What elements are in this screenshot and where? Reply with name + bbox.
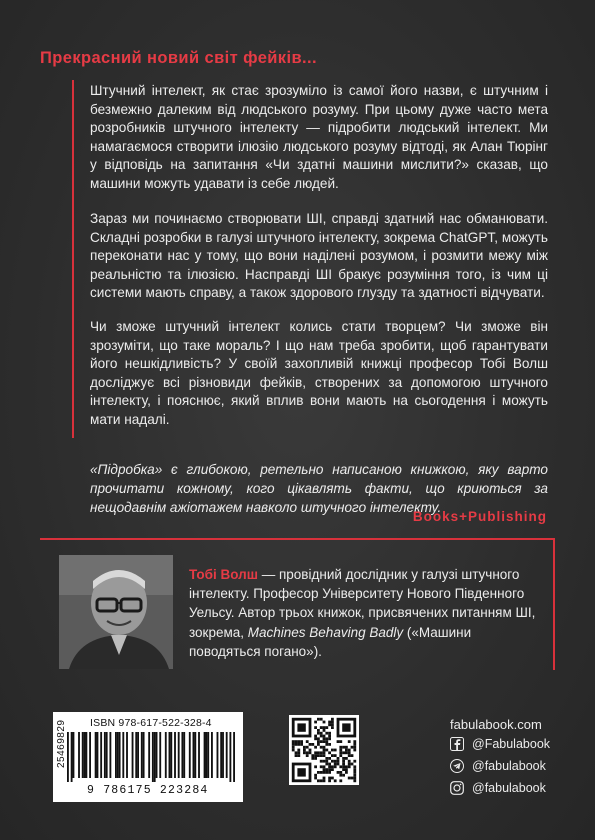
qr-module — [328, 765, 331, 768]
barcode-bar — [95, 732, 97, 778]
qr-module — [323, 768, 326, 771]
barcode-bar — [159, 732, 161, 778]
qr-module — [297, 751, 300, 754]
qr-module — [297, 749, 300, 752]
qr-module — [325, 749, 328, 752]
qr-module — [300, 743, 303, 746]
qr-module — [323, 729, 326, 732]
barcode-bar — [135, 732, 137, 778]
barcode-bar — [104, 732, 106, 778]
accent-line-horizontal — [40, 538, 555, 540]
barcode-bar — [174, 732, 176, 778]
qr-module — [323, 735, 326, 738]
qr-module — [325, 726, 328, 729]
qr-module — [314, 774, 317, 777]
qr-module — [300, 740, 303, 743]
qr-module — [325, 757, 328, 760]
author-bio-text-2: («Машини поводяться погано»). — [189, 624, 472, 659]
barcode-bar — [78, 732, 80, 778]
qr-module — [297, 743, 300, 746]
qr-module — [314, 777, 317, 780]
qr-module — [314, 737, 317, 740]
telegram-handle: @fabulabook — [472, 759, 546, 773]
qr-module — [342, 757, 345, 760]
qr-module — [317, 751, 320, 754]
qr-module — [323, 771, 326, 774]
barcode-bar — [152, 732, 154, 782]
qr-module — [337, 740, 340, 743]
qr-module — [323, 726, 326, 729]
qr-module — [353, 740, 356, 743]
instagram-link — [450, 781, 546, 795]
qr-module — [334, 749, 337, 752]
qr-module — [314, 757, 317, 760]
qr-module — [317, 732, 320, 735]
qr-module — [306, 746, 309, 749]
qr-module — [331, 760, 334, 763]
qr-module — [345, 757, 348, 760]
barcode-bar — [106, 732, 108, 778]
instagram-handle: @fabulabook — [472, 781, 546, 795]
qr-module — [331, 749, 334, 752]
qr-module — [323, 751, 326, 754]
qr-module — [328, 723, 331, 726]
qr-module — [323, 749, 326, 752]
qr-module — [351, 777, 354, 780]
qr-module — [337, 757, 340, 760]
author-portrait-image — [59, 555, 173, 669]
qr-module — [314, 746, 317, 749]
barcode-bar — [226, 732, 228, 778]
qr-module — [353, 746, 356, 749]
qr-finder-center — [342, 723, 350, 731]
qr-module — [325, 743, 328, 746]
qr-module — [339, 746, 342, 749]
qr-module — [317, 729, 320, 732]
qr-module — [342, 765, 345, 768]
qr-module — [339, 765, 342, 768]
qr-module — [292, 749, 295, 752]
qr-module — [331, 726, 334, 729]
qr-module — [331, 768, 334, 771]
barcode-bar — [156, 732, 158, 778]
qr-module — [342, 751, 345, 754]
qr-module — [320, 735, 323, 738]
barcode-bar — [154, 732, 156, 782]
qr-module — [295, 743, 298, 746]
qr-module — [337, 760, 340, 763]
qr-module — [303, 751, 306, 754]
isbn-label: ISBN 978-617-522-328-4 — [90, 717, 212, 729]
qr-module — [334, 765, 337, 768]
publisher-website: fabulabook.com — [450, 717, 542, 732]
qr-finder-center — [297, 768, 305, 776]
qr-module — [331, 721, 334, 724]
barcode-bar — [204, 732, 206, 778]
qr-module — [328, 771, 331, 774]
qr-module — [328, 732, 331, 735]
accent-line-vertical — [72, 80, 74, 438]
qr-module — [331, 765, 334, 768]
barcode-bar — [115, 732, 117, 778]
qr-module — [320, 718, 323, 721]
barcode-bar — [141, 732, 143, 778]
qr-module — [345, 768, 348, 771]
qr-module — [348, 765, 351, 768]
qr-module — [325, 732, 328, 735]
qr-module — [351, 763, 354, 766]
facebook-handle: @Fabulabook — [472, 737, 551, 751]
qr-module — [353, 765, 356, 768]
qr-module — [328, 735, 331, 738]
qr-module — [334, 754, 337, 757]
qr-module — [295, 754, 298, 757]
description-paragraph-3: Чи зможе штучний інтелект колись стати творцем? Чи зможе він зрозуміти, що таке мораль? І що нам треба зробити, щоб гарантувати його нешкідливість? У своїй захопливій книжці професор Тобі Волш досліджує всі різновиди фейків, створених за допомогою штучного інтелекту, і пояснює, який вплив вони мають на сьогодення і можуть мати надалі. — [90, 319, 548, 427]
qr-module — [339, 774, 342, 777]
qr-module — [314, 751, 317, 754]
qr-module — [328, 751, 331, 754]
qr-module — [351, 754, 354, 757]
qr-module — [306, 740, 309, 743]
qr-module — [303, 749, 306, 752]
description-paragraph-2: Зараз ми починаємо створювати ШІ, справді здатний нас обманювати. Складні розробки в галузі штучного інтелекту, зокрема ChatGPT, можуть переконати нас у тому, що вони наділені розумом, і розмити межу між реальністю та ілюзією. Насправді ШІ бракує розуміння того, із чим ці системи мають справу, а також здорового глузду та здатності відчувати. — [90, 211, 548, 301]
barcode-bar — [165, 732, 167, 778]
instagram-icon — [450, 781, 464, 795]
barcode-bar — [73, 732, 75, 778]
qr-module — [334, 763, 337, 766]
qr-module — [311, 743, 314, 746]
author-photo — [59, 555, 173, 669]
qr-module — [297, 740, 300, 743]
qr-finder-center — [297, 723, 305, 731]
qr-module — [320, 765, 323, 768]
barcode-bar — [178, 732, 180, 778]
review-source: Books+Publishing — [412, 509, 547, 524]
accent-line-right — [553, 538, 555, 670]
qr-module — [339, 749, 342, 752]
barcode-bar — [122, 732, 124, 778]
barcode-bar — [233, 732, 235, 782]
qr-module — [320, 779, 323, 782]
qr-module — [328, 777, 331, 780]
qr-module — [320, 771, 323, 774]
qr-module — [323, 760, 326, 763]
barcode-bar — [148, 732, 150, 778]
qr-module — [309, 751, 312, 754]
qr-module — [353, 779, 356, 782]
qr-module — [323, 765, 326, 768]
barcode-bar — [143, 732, 145, 778]
barcode-bar — [67, 732, 69, 782]
qr-module — [339, 779, 342, 782]
qr-module — [342, 763, 345, 766]
qr-module — [328, 779, 331, 782]
qr-module — [337, 763, 340, 766]
qr-module — [345, 751, 348, 754]
barcode-bar — [126, 732, 128, 778]
qr-module — [348, 751, 351, 754]
qr-module — [353, 768, 356, 771]
qr-module — [345, 765, 348, 768]
qr-module — [311, 757, 314, 760]
facebook-icon — [450, 737, 464, 751]
barcode-bar — [207, 732, 209, 778]
qr-module — [348, 754, 351, 757]
barcode-bar — [222, 732, 224, 778]
barcode-bar — [82, 732, 84, 778]
qr-module — [314, 765, 317, 768]
qr-module — [337, 771, 340, 774]
barcode-bar — [137, 732, 139, 778]
barcode-bar — [89, 732, 91, 778]
qr-module — [325, 763, 328, 766]
barcode-bar — [193, 732, 195, 778]
barcode-digits: 9 786175 223284 — [87, 784, 209, 797]
qr-module — [334, 760, 337, 763]
barcode-bar — [217, 732, 219, 778]
qr-module — [320, 754, 323, 757]
barcode-bar — [169, 732, 171, 778]
qr-module — [342, 760, 345, 763]
qr-module — [353, 771, 356, 774]
barcode-bar — [220, 732, 222, 778]
qr-module — [328, 743, 331, 746]
barcode-bar — [132, 732, 134, 778]
qr-module — [323, 740, 326, 743]
qr-module — [342, 768, 345, 771]
qr-module — [295, 751, 298, 754]
qr-module — [328, 763, 331, 766]
author-name: Тобі Волш — [189, 567, 258, 582]
qr-module — [348, 763, 351, 766]
qr-module — [317, 718, 320, 721]
qr-module — [328, 737, 331, 740]
qr-module — [331, 777, 334, 780]
qr-module — [309, 749, 312, 752]
qr-module — [317, 740, 320, 743]
qr-module — [323, 779, 326, 782]
barcode-bar — [109, 732, 111, 778]
qr-module — [353, 743, 356, 746]
author-book-title: Machines Behaving Badly — [247, 624, 404, 640]
barcode-bar — [194, 732, 196, 778]
qr-module — [339, 754, 342, 757]
qr-module — [292, 743, 295, 746]
headline: Прекрасний новий світ фейків... — [40, 49, 317, 67]
barcode-bars — [67, 732, 235, 782]
qr-module — [323, 721, 326, 724]
qr-module — [306, 754, 309, 757]
qr-module — [348, 740, 351, 743]
qr-module — [353, 777, 356, 780]
qr-module — [325, 771, 328, 774]
qr-module — [317, 743, 320, 746]
qr-module — [345, 746, 348, 749]
qr-module — [309, 743, 312, 746]
qr-module — [317, 737, 320, 740]
qr-module — [325, 768, 328, 771]
qr-module — [311, 754, 314, 757]
qr-module — [295, 740, 298, 743]
qr-module — [328, 721, 331, 724]
qr-module — [351, 746, 354, 749]
qr-module — [339, 740, 342, 743]
qr-module — [334, 779, 337, 782]
barcode-bar — [211, 732, 213, 778]
qr-module — [320, 760, 323, 763]
qr-module — [331, 754, 334, 757]
qr-module — [325, 737, 328, 740]
author-bio — [189, 565, 544, 661]
qr-module — [345, 771, 348, 774]
qr-module — [323, 777, 326, 780]
qr-module — [325, 740, 328, 743]
qr-module — [328, 757, 331, 760]
telegram-icon — [450, 759, 464, 773]
qr-module — [314, 754, 317, 757]
barcode-bar — [205, 732, 207, 778]
qr-module — [353, 749, 356, 752]
barcode-bar — [198, 732, 200, 778]
qr-module — [342, 774, 345, 777]
qr-module — [314, 721, 317, 724]
qr-module — [320, 726, 323, 729]
qr-module — [339, 771, 342, 774]
qr-module — [320, 751, 323, 754]
qr-module — [317, 754, 320, 757]
qr-module — [323, 746, 326, 749]
qr-module — [353, 760, 356, 763]
qr-module — [303, 746, 306, 749]
qr-module — [348, 760, 351, 763]
qr-code-image — [289, 715, 359, 785]
description-paragraph-1: Штучний інтелект, як стає зрозуміло із самої його назви, є штучним і безмежно далеким від людського розуму. При цьому дуже часто мета розробників штучного інтелекту — підробити людський інтелект. Ми намагаємося створити ілюзію людського розуму відтоді, як Алан Тюрінг у відповідь на запитання «Чи здатні машини мислити?» сказав, що машини можуть удавати із себе людей. — [90, 83, 548, 191]
author-bio-text-1: — провідний дослідник у галузі штучного інтелекту. Професор Університету Нового Південного Уельсу. Автор трьох книжок, присвячених питанням ШІ, зокрема, — [189, 567, 536, 640]
qr-module — [314, 726, 317, 729]
qr-code — [289, 715, 359, 785]
qr-module — [348, 777, 351, 780]
telegram-link — [450, 759, 546, 773]
qr-module — [306, 751, 309, 754]
qr-module — [323, 754, 326, 757]
qr-module — [339, 751, 342, 754]
barcode-bar — [183, 732, 185, 778]
qr-module — [323, 737, 326, 740]
barcode-bar — [85, 732, 87, 778]
qr-module — [345, 749, 348, 752]
qr-module — [292, 740, 295, 743]
qr-module — [342, 746, 345, 749]
qr-module — [325, 760, 328, 763]
barcode-bar — [97, 732, 99, 778]
qr-module — [317, 779, 320, 782]
qr-module — [353, 774, 356, 777]
qr-module — [320, 740, 323, 743]
qr-module — [328, 768, 331, 771]
qr-module — [320, 732, 323, 735]
barcode-panel — [53, 712, 243, 802]
facebook-link — [450, 737, 550, 751]
qr-module — [348, 749, 351, 752]
barcode-bar — [71, 732, 73, 782]
barcode-side-number: 25469829 — [56, 719, 67, 768]
qr-module — [320, 746, 323, 749]
barcode-bar — [170, 732, 172, 778]
qr-module — [317, 771, 320, 774]
qr-module — [331, 723, 334, 726]
barcode-bar — [189, 732, 191, 778]
barcode-bar — [84, 732, 86, 778]
qr-module — [297, 754, 300, 757]
barcode-bar — [100, 732, 102, 778]
qr-module — [314, 735, 317, 738]
review-quote: «Підробка» є глибокою, ретельно написаною книжкою, яку варто прочитати кожному, кого цікавлять факти, що криються за нещодавнім ажіотажем навколо штучного інтелекту. — [90, 462, 548, 515]
barcode-bar — [119, 732, 121, 778]
barcode-bar — [117, 732, 119, 778]
barcode-bar — [229, 732, 231, 782]
qr-module — [292, 746, 295, 749]
qr-module — [331, 718, 334, 721]
barcode-bar — [181, 732, 183, 778]
